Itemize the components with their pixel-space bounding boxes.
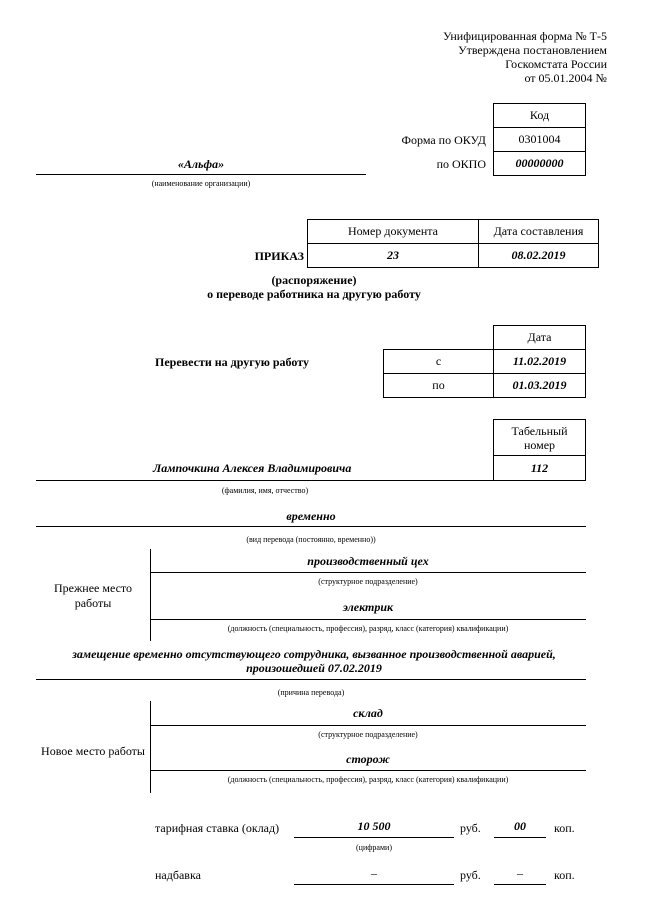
previous-position-value: электрик xyxy=(342,600,394,614)
new-department-value: склад xyxy=(353,706,383,720)
form-header-line-2: Утверждена постановлением xyxy=(458,43,607,57)
reason-line-1: замещение временно отсутствующего сотрудника, вызванное производственной аварией, xyxy=(72,647,556,661)
rate-kop-underline xyxy=(494,837,546,838)
employee-full-name: Лампочкина Алексея Владимировича xyxy=(153,461,352,475)
digits-caption: (цифрами) xyxy=(356,843,392,852)
rate-label: тарифная ставка (оклад) xyxy=(155,821,280,835)
okud-label: Форма по ОКУД xyxy=(401,133,486,147)
previous-department-underline xyxy=(150,572,586,573)
new-department-underline xyxy=(150,725,586,726)
bonus-kop-label: коп. xyxy=(554,868,575,882)
doc-date-header: Дата составления xyxy=(478,219,599,244)
transfer-type-underline xyxy=(36,526,586,527)
okpo-value-cell: 00000000 xyxy=(493,151,586,176)
bonus-rub-value: – xyxy=(371,866,377,880)
okpo-label: по ОКПО xyxy=(436,157,486,171)
rate-rub-label: руб. xyxy=(460,821,481,835)
form-header-line-1: Унифицированная форма № Т-5 xyxy=(442,29,607,43)
previous-department-value: производственный цех xyxy=(307,554,429,568)
bonus-rub-label: руб. xyxy=(460,868,481,882)
form-header-line-4: от 05.01.2004 № xyxy=(524,71,607,85)
doc-date-value: 08.02.2019 xyxy=(478,243,599,268)
rate-rub-value: 10 500 xyxy=(357,819,391,833)
document-subtitle-2: о переводе работника на другую работу xyxy=(207,287,421,301)
transfer-type-value: временно xyxy=(286,509,336,523)
doc-number-header: Номер документа xyxy=(307,219,479,244)
kod-header-cell: Код xyxy=(493,103,586,128)
rate-kop-label: коп. xyxy=(554,821,575,835)
period-to-value: 01.03.2019 xyxy=(493,373,586,398)
period-from-label: с xyxy=(383,349,494,374)
document-subtitle-1: (распоряжение) xyxy=(271,273,357,287)
previous-position-underline xyxy=(150,619,586,620)
period-from-value: 11.02.2019 xyxy=(493,349,586,374)
reason-caption: (причина перевода) xyxy=(277,688,345,697)
rate-rub-underline xyxy=(294,837,454,838)
new-place-label: Новое место работы xyxy=(41,744,145,758)
previous-department-caption: (структурное подразделение) xyxy=(318,577,418,586)
previous-place-label: Прежнее место работы xyxy=(54,581,132,610)
period-to-label: по xyxy=(383,373,494,398)
tab-number-header: Табельный номер xyxy=(493,419,586,456)
bonus-kop-value: – xyxy=(517,866,523,880)
organization-name: «Альфа» xyxy=(177,157,225,171)
new-department-caption: (структурное подразделение) xyxy=(318,730,418,739)
new-position-underline xyxy=(150,770,586,771)
transfer-type-caption: (вид перевода (постоянно, временно)) xyxy=(246,535,376,544)
reason-underline xyxy=(36,679,586,680)
bonus-label: надбавка xyxy=(155,868,201,882)
employee-name-caption: (фамилия, имя, отчество) xyxy=(221,486,309,495)
bonus-kop-underline xyxy=(494,884,546,885)
new-position-value: сторож xyxy=(346,752,390,766)
document-title: ПРИКАЗ xyxy=(254,249,304,263)
organization-caption: (наименование организации) xyxy=(151,179,251,188)
doc-number-value: 23 xyxy=(307,243,479,268)
okud-value-cell: 0301004 xyxy=(493,127,586,152)
reason-line-2: произошедшей 07.02.2019 xyxy=(246,661,382,675)
form-header-line-3: Госкомстата России xyxy=(505,57,607,71)
transfer-period-label: Перевести на другую работу xyxy=(155,355,309,369)
employee-name-underline xyxy=(36,480,494,481)
organization-underline xyxy=(36,174,366,175)
previous-position-caption: (должность (специальность, профессия), разряд, класс (категория) квалификации) xyxy=(227,624,509,633)
bonus-rub-underline xyxy=(294,884,454,885)
rate-kop-value: 00 xyxy=(514,819,526,833)
tab-number-value: 112 xyxy=(493,455,586,481)
new-position-caption: (должность (специальность, профессия), разряд, класс (категория) квалификации) xyxy=(227,775,509,784)
period-date-header: Дата xyxy=(493,325,586,350)
